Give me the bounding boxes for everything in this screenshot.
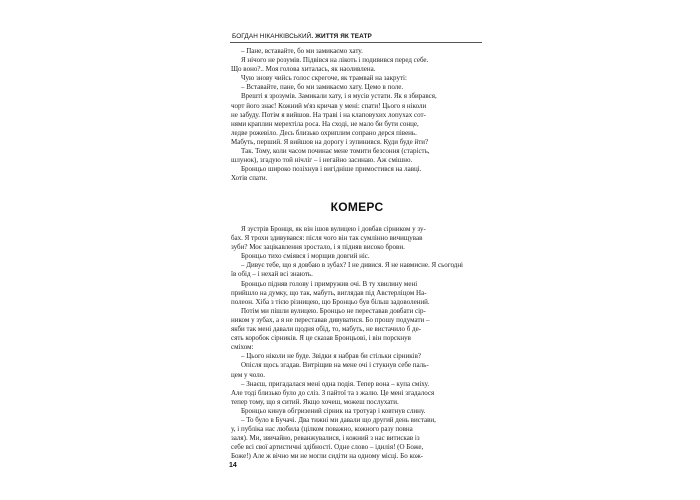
- text-line: – Дивує тебе, що я довбаю в зубах? І не дивися. Я не навмисне. Я сьогодні: [241, 261, 464, 270]
- text-line: шлунок), згадую той нічліг – і негайно засинаю. Аж смішно.: [231, 156, 413, 165]
- running-head: [232, 33, 482, 40]
- text-line: Що воно?.. Моя голова хиталась, як наоливлена.: [231, 65, 376, 74]
- text-section-2: [231, 225, 481, 461]
- text-line: сять коробок сірників. Я це сказав Бронцьові, і він порскнув: [231, 334, 411, 343]
- header-book-title: ЖИТТЯ ЯК ТЕАТР: [315, 33, 372, 40]
- text-line: заля). Ми, звичайно, реванжувалися, і кожний з нас витискав із: [231, 434, 420, 443]
- text-line: цем у чоло.: [231, 370, 265, 379]
- text-line: чорт його знає! Кожний м'яз кричав у мені: спати! Цього я ніколи: [231, 101, 427, 110]
- text-line: Бронцьо підняв голову і примружив очі. В ту хвилину мені: [241, 279, 418, 288]
- text-line: у, і публіка нас любила (цілком поважно, кожного разу повна: [231, 425, 413, 434]
- text-line: Я зустрів Бронця, як він ішов вулицею і довбав сірником у зу-: [241, 225, 426, 233]
- text-line: Потім ми пішли вулицею. Бронцьо не переставав довбати сір-: [241, 306, 426, 315]
- text-line: Так. Тому, коли часом починає мене томити безсоння (старість,: [241, 147, 430, 156]
- text-line: – Цього ніколи не буде. Звідки я набрав би стільки сірників?: [241, 352, 422, 361]
- page-number: 14: [229, 462, 237, 469]
- chapter-title: КОМЕРС: [330, 200, 384, 214]
- text-line: нями краплин мерехтіла роса. На сході, не мало би бути сонце,: [231, 119, 419, 128]
- text-line: Бронцьо тихо сміявся і морщив довгий ніс.: [241, 252, 370, 261]
- text-line: – То було в Бучачі. Два тижні ми давали що другий день вистави,: [241, 415, 436, 424]
- text-line: – Вставайте, пане, бо ми замикаємо хату. Цемо в поле.: [241, 83, 404, 92]
- header-rule: [230, 42, 482, 43]
- text-line: Мабуть, перший. Я вийшов на дорогу і зупинився. Куди буде йти?: [231, 137, 429, 146]
- text-line: – Знаєш, пригадалася мені одна подія. Тепер вона – купа сміху.: [241, 379, 430, 388]
- text-line: Але тоді близько було до сліз. З пайтої та з жалю. Це мені згадалося: [231, 388, 435, 397]
- text-line: ледве рожевіло. Десь близько охриплим сопрано дерся півень.: [231, 128, 417, 137]
- text-line: Бронцьо кинув обгризений сірник на тротуар і ковтнув слину.: [241, 406, 426, 415]
- text-line: Хотів спати.: [231, 174, 268, 183]
- text-line: Боже!) Але ж вічно ми не могли сидіти на одному місці. Бо кож-: [231, 452, 423, 461]
- text-line: тепер тому, що я ситий. Якщо хочеш, можеш послухати.: [231, 397, 399, 406]
- text-line: Врешті я зрозумів. Замикали хату, і я мусів устати. Як я збирався,: [241, 92, 437, 101]
- text-line: їв обід – і нехай всі знають.: [231, 270, 313, 279]
- text-line: Я нічого не розумів. Підвівся на лікоть і подивився перед себе.: [241, 56, 429, 65]
- header-separator: .: [311, 33, 314, 40]
- text-line: бах. Я трохи здивувався: після чого він так сумлінно вичищував: [231, 234, 423, 243]
- text-line: себе всі свої артистичні здібності. Одне слово – ідилія! (О Боже,: [231, 443, 424, 452]
- text-line: зуби? Моє зацікавлення зростало, і я підняв високо брови.: [231, 243, 405, 252]
- text-line: якби так мені давали щодня обід, то, мабуть, не вистачило б де-: [231, 325, 422, 334]
- text-line: сміхом:: [231, 343, 254, 352]
- text-line: – Пане, вставайте, бо ми замикаємо хату.: [241, 47, 363, 55]
- text-line: ником у зубах, а я не переставав дивуватися. Бо прошу подумати –: [231, 315, 430, 324]
- text-line: Бронцьо широко позіхнув і вигідніше примостився на лавці.: [241, 165, 422, 174]
- text-line: прийшло на думку, що так, мабуть, виглядав під Австерліцом На-: [231, 288, 427, 297]
- text-line: Опісля щось згадав. Витріщив на мене очі і стукнув себе паль-: [241, 361, 429, 370]
- text-line: полеон. Хіба з тією різницею, що Бронцьо був більш задоволений.: [231, 297, 430, 306]
- text-line: Чую знову чийсь голос скрегоче, як трамвай на закруті:: [241, 74, 407, 83]
- header-author: БОГДАН НІКАНКІВСЬКИЙ: [232, 33, 312, 40]
- text-line: не забуду. Потім я вийшов. На траві і на клаповухих лопухах сот-: [231, 110, 426, 119]
- text-section-1: [231, 47, 481, 183]
